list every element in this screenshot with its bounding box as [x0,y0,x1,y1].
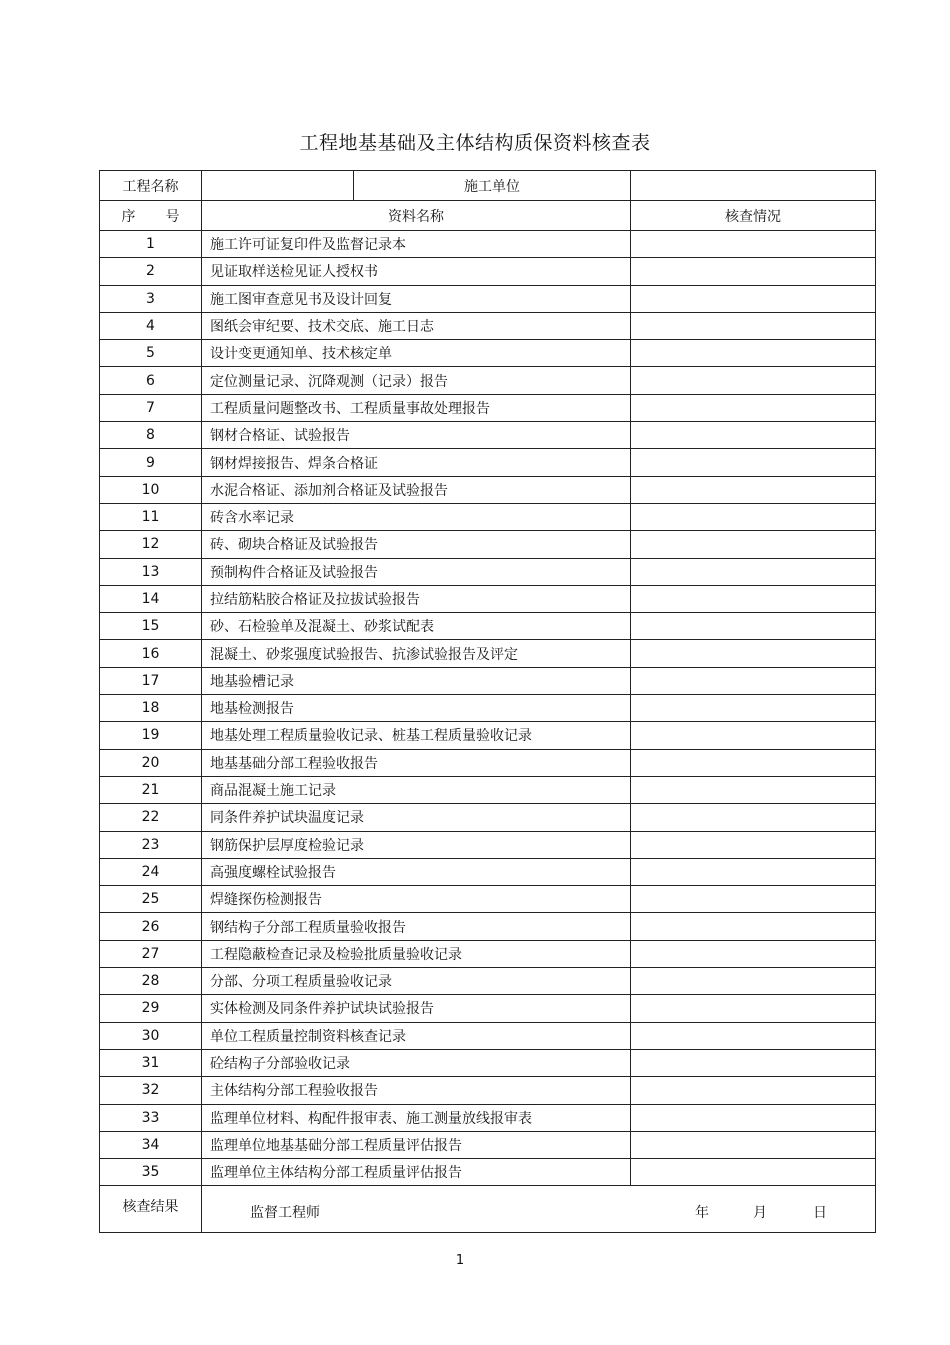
material-name: 地基验槽记录 [202,667,631,694]
table-row [100,231,876,258]
check-status-field[interactable] [631,367,876,394]
row-number: 17 [100,667,202,694]
day-label: 日 [813,1205,827,1222]
check-status-field[interactable] [631,231,876,258]
row-number: 13 [100,558,202,585]
material-name: 商品混凝土施工记录 [202,776,631,803]
material-name: 主体结构分部工程验收报告 [202,1077,631,1104]
check-status-field[interactable] [631,613,876,640]
table-row [100,312,876,339]
table-row [100,640,876,667]
sequence-header-char1: 序 [121,208,136,225]
check-status-field[interactable] [631,749,876,776]
row-number: 19 [100,722,202,749]
material-name: 设计变更通知单、技术核定单 [202,340,631,367]
table-row [100,340,876,367]
material-name-header: 资料名称 [202,201,631,231]
check-status-field[interactable] [631,503,876,530]
material-name: 监理单位材料、构配件报审表、施工测量放线报审表 [202,1104,631,1131]
check-status-field[interactable] [631,1159,876,1186]
table-row [100,613,876,640]
check-status-field[interactable] [631,995,876,1022]
material-name: 混凝土、砂浆强度试验报告、抗渗试验报告及评定 [202,640,631,667]
check-status-field[interactable] [631,285,876,312]
material-name: 钢材合格证、试验报告 [202,422,631,449]
check-status-field[interactable] [631,1131,876,1158]
table-row [100,1131,876,1158]
table-row [100,558,876,585]
material-name: 钢材焊接报告、焊条合格证 [202,449,631,476]
check-status-field[interactable] [631,776,876,803]
check-status-field[interactable] [631,913,876,940]
material-name: 施工许可证复印件及监督记录本 [202,231,631,258]
check-status-field[interactable] [631,804,876,831]
row-number: 4 [100,312,202,339]
row-number: 29 [100,995,202,1022]
table-row [100,476,876,503]
check-status-field[interactable] [631,312,876,339]
table-row [100,695,876,722]
material-name: 见证取样送检见证人授权书 [202,258,631,285]
check-status-field[interactable] [631,1049,876,1076]
check-status-field[interactable] [631,968,876,995]
table-row [100,394,876,421]
table-row [100,1104,876,1131]
row-number: 16 [100,640,202,667]
material-name: 水泥合格证、添加剂合格证及试验报告 [202,476,631,503]
sequence-header-char2: 号 [165,208,180,225]
project-name-field[interactable] [202,171,354,201]
result-label: 核查结果 [100,1186,202,1233]
material-name: 监理单位地基基础分部工程质量评估报告 [202,1131,631,1158]
check-status-field[interactable] [631,831,876,858]
check-status-field[interactable] [631,1022,876,1049]
table-row [100,1049,876,1076]
check-status-field[interactable] [631,531,876,558]
month-label: 月 [753,1205,767,1222]
page-title: 工程地基基础及主体结构质保资料核查表 [299,132,651,154]
check-status-field[interactable] [631,640,876,667]
table-row [100,886,876,913]
header-row [100,171,876,201]
check-status-header: 核查情况 [631,201,876,231]
check-status-field[interactable] [631,258,876,285]
table-row [100,367,876,394]
row-number: 30 [100,1022,202,1049]
row-number: 15 [100,613,202,640]
table-row [100,258,876,285]
material-name: 拉结筋粘胶合格证及拉拔试验报告 [202,585,631,612]
row-number: 2 [100,258,202,285]
table-row [100,858,876,885]
project-name-label: 工程名称 [100,171,202,201]
check-status-field[interactable] [631,1077,876,1104]
row-number: 25 [100,886,202,913]
table-row [100,422,876,449]
row-number: 9 [100,449,202,476]
table-row [100,531,876,558]
table-row [100,940,876,967]
check-status-field[interactable] [631,340,876,367]
check-status-field[interactable] [631,449,876,476]
check-status-field[interactable] [631,422,876,449]
check-status-field[interactable] [631,722,876,749]
material-name: 地基检测报告 [202,695,631,722]
row-number: 28 [100,968,202,995]
year-label: 年 [695,1205,709,1222]
material-name: 预制构件合格证及试验报告 [202,558,631,585]
table-row [100,804,876,831]
check-status-field[interactable] [631,886,876,913]
row-number: 11 [100,503,202,530]
row-number: 32 [100,1077,202,1104]
table-row [100,968,876,995]
check-status-field[interactable] [631,695,876,722]
row-number: 3 [100,285,202,312]
table-row [100,749,876,776]
check-status-field[interactable] [631,858,876,885]
material-name: 焊缝探伤检测报告 [202,886,631,913]
material-name: 钢筋保护层厚度检验记录 [202,831,631,858]
table-row [100,1159,876,1186]
table-row [100,722,876,749]
row-number: 23 [100,831,202,858]
check-status-field[interactable] [631,476,876,503]
row-number: 27 [100,940,202,967]
page-number: 1 [455,1253,465,1268]
material-name: 地基处理工程质量验收记录、桩基工程质量验收记录 [202,722,631,749]
checklist-table [99,170,876,1233]
construction-unit-label: 施工单位 [354,171,631,201]
table-row [100,667,876,694]
row-number: 34 [100,1131,202,1158]
column-header-row [100,201,876,231]
table-row [100,1022,876,1049]
row-number: 14 [100,585,202,612]
supervisor-label: 监督工程师 [250,1205,320,1222]
material-name: 实体检测及同条件养护试块试验报告 [202,995,631,1022]
row-number: 31 [100,1049,202,1076]
material-name: 施工图审查意见书及设计回复 [202,285,631,312]
table-row [100,995,876,1022]
material-name: 钢结构子分部工程质量验收报告 [202,913,631,940]
material-name: 砼结构子分部验收记录 [202,1049,631,1076]
check-status-field[interactable] [631,667,876,694]
row-number: 20 [100,749,202,776]
material-name: 砂、石检验单及混凝土、砂浆试配表 [202,613,631,640]
check-status-field[interactable] [631,585,876,612]
result-field[interactable] [202,1186,876,1233]
row-number: 10 [100,476,202,503]
row-number: 35 [100,1159,202,1186]
row-number: 21 [100,776,202,803]
check-status-field[interactable] [631,394,876,421]
row-number: 24 [100,858,202,885]
table-row [100,776,876,803]
check-status-field[interactable] [631,558,876,585]
material-name: 图纸会审纪要、技术交底、施工日志 [202,312,631,339]
material-name: 工程隐蔽检查记录及检验批质量验收记录 [202,940,631,967]
row-number: 7 [100,394,202,421]
material-name: 地基基础分部工程验收报告 [202,749,631,776]
result-row [100,1186,876,1233]
row-number: 26 [100,913,202,940]
material-name: 分部、分项工程质量验收记录 [202,968,631,995]
table-row [100,831,876,858]
material-name: 工程质量问题整改书、工程质量事故处理报告 [202,394,631,421]
material-name: 砖含水率记录 [202,503,631,530]
table-row [100,503,876,530]
row-number: 33 [100,1104,202,1131]
material-name: 定位测量记录、沉降观测（记录）报告 [202,367,631,394]
row-number: 6 [100,367,202,394]
row-number: 12 [100,531,202,558]
material-name: 同条件养护试块温度记录 [202,804,631,831]
material-name: 高强度螺栓试验报告 [202,858,631,885]
table-row [100,285,876,312]
table-row [100,913,876,940]
row-number: 1 [100,231,202,258]
construction-unit-field[interactable] [631,171,876,201]
row-number: 8 [100,422,202,449]
table-row [100,449,876,476]
material-name: 砖、砌块合格证及试验报告 [202,531,631,558]
row-number: 22 [100,804,202,831]
row-number: 5 [100,340,202,367]
row-number: 18 [100,695,202,722]
check-status-field[interactable] [631,1104,876,1131]
table-row [100,585,876,612]
check-status-field[interactable] [631,940,876,967]
sequence-header [100,201,202,231]
material-name: 监理单位主体结构分部工程质量评估报告 [202,1159,631,1186]
material-name: 单位工程质量控制资料核查记录 [202,1022,631,1049]
table-row [100,1077,876,1104]
